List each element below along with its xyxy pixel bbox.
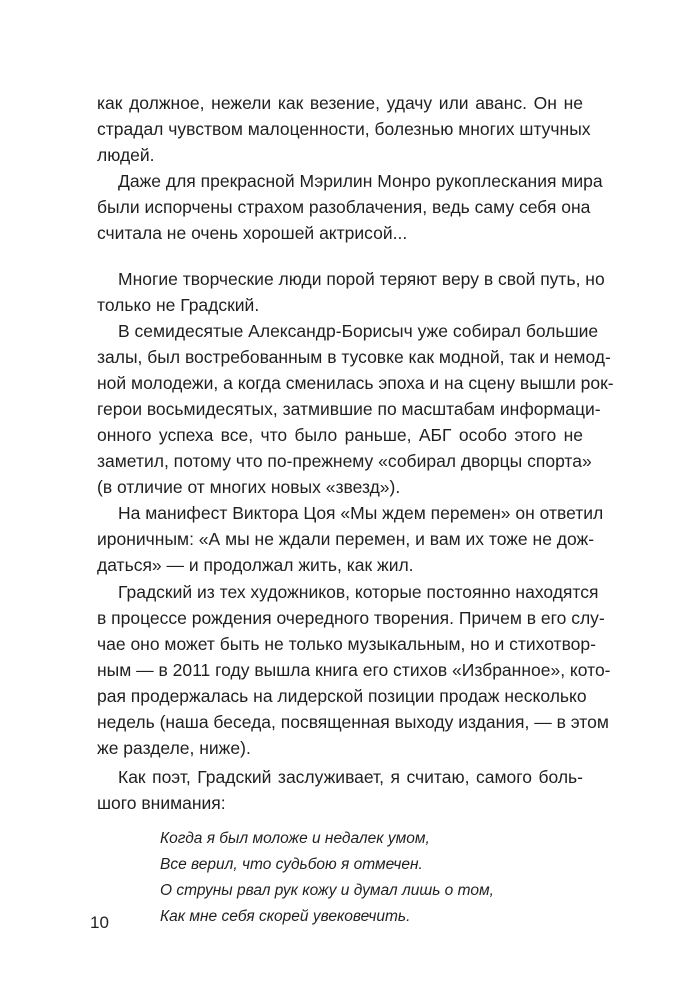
poem-line: Когда я был моложе и недалек умом, (160, 830, 430, 847)
text-line: На манифест Виктора Цоя «Мы ждем перемен» он ответил (118, 503, 604, 523)
text-line: заметил, потому что по-прежнему «собирал дворцы спорта» (97, 451, 592, 471)
page-number: 10 (90, 913, 109, 932)
text-line: (в отличие от многих новых «звезд»). (97, 477, 401, 497)
text-line: чае оно может быть не только музыкальным, но и стихотвор- (97, 634, 596, 654)
text-line: же разделе, ниже). (97, 738, 251, 758)
text-line: герои восьмидесятых, затмившие по масштабам информаци- (97, 399, 601, 419)
text-line: Как поэт, Градский заслуживает, я считаю, самого боль- (118, 767, 583, 787)
text-line: ироничным: «А мы не ждали перемен, и вам их тоже не дож- (97, 529, 595, 549)
text-line: были испорчены страхом разоблачения, ведь саму себя она (97, 197, 591, 217)
text-line: Градский из тех художников, которые постоянно находятся (118, 582, 599, 602)
text-line: недель (наша беседа, посвященная выходу издания, — в этом (97, 712, 609, 732)
text-line: Даже для прекрасной Мэрилин Монро рукоплескания мира (118, 171, 603, 191)
text-line: только не Градский. (97, 295, 260, 315)
text-line: онного успеха все, что было раньше, АБГ особо этого не (97, 425, 583, 445)
text-line: рая продержалась на лидерской позиции продаж несколько (97, 686, 587, 706)
poem-line: Все верил, что судьбою я отмечен. (160, 856, 423, 873)
text-line: как должное, нежели как везение, удачу или аванс. Он не (97, 93, 583, 113)
text-line: в процессе рождения очередного творения. Причем в его слу- (97, 608, 605, 628)
text-line: ной молодежи, а когда сменилась эпоха и на сцену вышли рок- (97, 373, 614, 393)
text-line: ным — в 2011 году вышла книга его стихов «Избранное», кото- (97, 660, 611, 680)
text-line: считала не очень хорошей актрисой... (97, 223, 408, 243)
text-line: даться» — и продолжал жить, как жил. (97, 555, 414, 575)
text-line: шого внимания: (97, 793, 226, 813)
poem-line: Как мне себя скорей увековечить. (160, 908, 411, 925)
text-line: В семидесятые Александр-Борисыч уже собирал большие (118, 321, 599, 341)
text-line: людей. (97, 145, 155, 165)
text-line: страдал чувством малоценности, болезнью многих штучных (97, 119, 591, 139)
text-line: Многие творческие люди порой теряют веру в свой путь, но (118, 269, 605, 289)
text-line: залы, был востребованным в тусовке как модной, так и немод- (97, 347, 611, 367)
poem-line: О струны рвал рук кожу и думал лишь о том, (160, 882, 494, 899)
